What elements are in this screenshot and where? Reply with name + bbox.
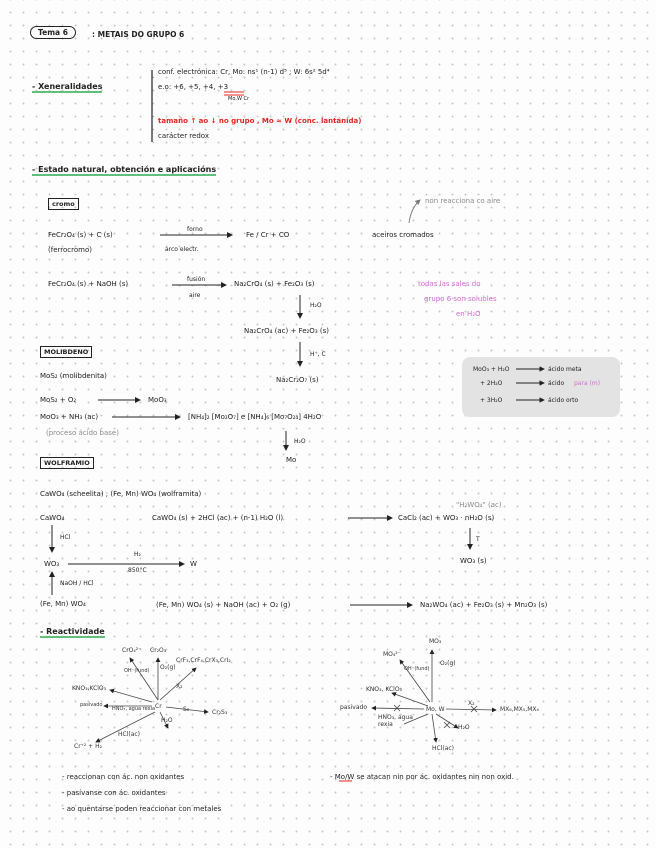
w-reaction2: (Fe, Mn) WO₄ (s) + NaOH (ac) + O₂ (g) [156, 601, 291, 609]
acid-line3-right: ácido orto [548, 397, 579, 404]
h2-label: H₂ [134, 551, 141, 558]
w-reaction2-product: Na₂WO₄ (ac) + Fe₂O₃ (s) + Mn₂O₃ (s) [420, 601, 548, 609]
mow-label-mo4: MO₄²⁻ [383, 651, 401, 658]
mow-label-o2: O₂(g) [440, 660, 456, 667]
oxidation-states-line: e.o: +6, +5, +4, +3 [158, 83, 229, 91]
cromo-r2-condition-over: fusión [187, 276, 206, 283]
cr-label-hno3: HNO₃, agua rexia [112, 706, 156, 712]
pink-note-line3: en H₂O [456, 310, 481, 318]
cr-label-cr2o3: Cr₂O₃ [150, 647, 167, 654]
acid-line2-right: ácido [548, 380, 565, 387]
naoh-label: NaOH / HCl [60, 580, 94, 587]
femn-label: (Fe, Mn) WO₄ [40, 600, 86, 608]
acid-line1-left: MoO₃ + H₂O [473, 366, 510, 373]
cromo-reaction2-right: Na₂CrO₄ (s) + Fe₂O₃ (s) [234, 280, 315, 288]
cr-label-h2o: H₂O [161, 717, 173, 724]
t-label: T [476, 536, 480, 543]
mow-label-x2: X₂ [468, 700, 475, 707]
cr-label-oh: OH⁻(fund) [124, 668, 150, 674]
mow-label-mx: MX₆,MX₅,MX₄ [500, 706, 539, 713]
hcl-label: HCl [60, 534, 71, 541]
cr-label-cr2s3: Cr₂S₃ [212, 709, 228, 716]
cromo-r2-condition-under: aire [189, 292, 201, 299]
cr-label-o2: O₂(g) [160, 664, 176, 671]
acid-line3-left: + 3H₂O [480, 397, 503, 404]
section-heading-estado: - Estado natural, obtención e aplicacións [32, 165, 217, 174]
mow-label-h2o: H₂O [458, 724, 470, 731]
mow-label-hcl: HCl(ac) [432, 745, 455, 752]
red-underline [224, 92, 244, 95]
mo-down-label: H₂O [294, 438, 306, 445]
mow-center: Mo, W [426, 706, 445, 713]
size-trend-line: tamaño ↑ ao ↓ no grupo , Mo ≈ W (conc. lantánida) [158, 117, 362, 125]
cr-reactivity-diagram [96, 658, 208, 742]
mo-reaction2: MoO₃ + NH₃ (ac) [40, 413, 99, 421]
w-reaction1-product: CaCl₂ (ac) + WO₃ · nH₂O (s) [398, 514, 495, 522]
w-metal-label: W [190, 560, 197, 568]
cromo-reaction2-left: FeCr₂O₄ (s) + NaOH (s) [48, 280, 129, 288]
w-reaction1: CaWO₄ (s) + 2HCl (ac) + (n-1) H₂O (l) [152, 514, 284, 522]
cr-label-pasivado: pasivado [80, 702, 103, 708]
cromo-application: aceiros cromados [372, 231, 434, 239]
label-molibdeno: MOLIBDENO [40, 346, 92, 358]
temp-label: 850°C [128, 567, 147, 574]
acid-line1-right: ácido meta [548, 366, 582, 373]
acid-line2-left: + 2H₂O [480, 380, 503, 387]
mo-reaction1: MoS₂ + O₂ [40, 396, 77, 404]
bullet-3: - ao quentarse poden reaccionar con metales [62, 805, 222, 813]
cr-label-kno3: KNO₃,KClO₃ [72, 685, 107, 692]
cromo-r2-down-label: H₂O [310, 302, 322, 309]
label-wolframio: WOLFRAMIO [40, 457, 94, 469]
wolframio-minerals-line: CaWO₄ (scheelita) ; (Fe, Mn) WO₄ (wolframita) [40, 490, 202, 498]
ferrocromo-label: (ferrocromo) [48, 246, 92, 254]
mow-label-kno3: KNO₃, KClO₃ [366, 686, 402, 693]
wo3s-label: WO₃ (s) [460, 557, 487, 565]
acid-line2-pink: para (m) [574, 380, 601, 387]
cromo-reaction2-product2: Na₂Cr₂O₇ (s) [276, 376, 319, 384]
redox-line: carácter redox [158, 132, 209, 140]
oxidation-states-sub: Mo,W Cr [228, 96, 250, 102]
mow-label-oh: OH⁻(fund) [404, 666, 430, 672]
cromo-r1-condition-over: forno [187, 226, 203, 233]
gray-note-arrow [409, 200, 420, 223]
section-heading-reactividade: - Reactividade [40, 627, 105, 636]
wo3-label: WO₃ [44, 560, 60, 568]
cr-label-x2: X₂ [176, 683, 183, 690]
label-cromo: cromo [48, 198, 79, 210]
mo-reaction1-product: MoO₃ [148, 396, 167, 404]
bullet-1: - reaccionan con ác. non oxidantes [62, 773, 185, 781]
mow-reactivity-diagram [372, 650, 496, 742]
cr-label-s8: S₈ [183, 706, 190, 713]
mow-label-hno3: HNO₃, agua rexia [378, 714, 413, 728]
page-title: : METAIS DO GRUPO 6 [92, 30, 185, 39]
mo-down-product: Mo [286, 456, 297, 464]
section-heading-generalidades: - Xeneralidades [32, 82, 103, 91]
topic-tag: Tema 6 [30, 26, 76, 39]
bullet-right: - Mo/W se atacan nin por ác. oxidantes nin non oxid. [330, 773, 514, 781]
cr-label-hcl: HCl(ac) [118, 731, 141, 738]
gray-note: non reacciona co aire [425, 197, 501, 205]
cromo-reaction1-left: FeCr₂O₄ (s) + C (s) [48, 231, 113, 239]
cawo4-label: CaWO₄ [40, 514, 65, 522]
molibdenita-line: MoS₂ (molibdenita) [40, 372, 107, 380]
cromo-r1-condition-under: arco electr. [165, 246, 199, 253]
mo-reaction2-product: [NH₄]₂ [Mo₂O₇] e [NH₄]₆ [Mo₇O₂₄] 4H₂O [188, 413, 322, 421]
h2wo4-note: "H₂WO₄" (ac) [456, 501, 502, 509]
cr-label-cr2plus: Cr⁺² + H₂ [74, 743, 102, 750]
cromo-reaction1-right: Fe / Cr + CO [246, 231, 290, 239]
cromo-r2-down2-label: H⁺, C [310, 351, 326, 358]
bullet-2: - pasívanse con ác. oxidantes [62, 789, 166, 797]
mow-label-pasivado: pasivado [340, 704, 367, 711]
electron-config-line: conf. electrónica: Cr, Mo: ns¹ (n-1) d⁵ ; W: 6s² 5d⁴ [158, 68, 330, 76]
cr-label-halides: CrF₃,CrF₄,CrX₃,CrI₂ [176, 657, 231, 664]
mow-label-mo3: MO₃ [429, 638, 442, 645]
cromo-reaction2-product: Na₂CrO₄ (ac) + Fe₂O₃ (s) [244, 327, 329, 335]
mo-reaction2-note: (proceso ácido base) [46, 429, 119, 437]
cr-center: Cr [155, 703, 162, 710]
pink-note-line2: grupo 6 son solubles [424, 295, 497, 303]
cr-label-cro4: CrO₄²⁻ [122, 647, 142, 654]
pink-note-line1: todas las sales do [418, 280, 481, 288]
